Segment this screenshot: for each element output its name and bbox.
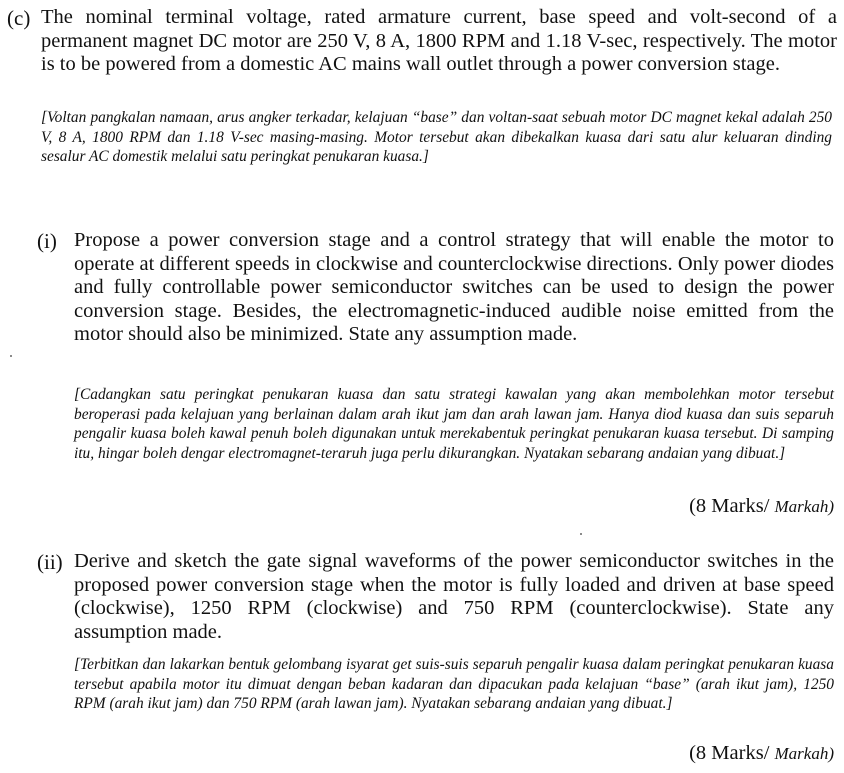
part-ii-marks-english: (8 Marks/ [689,742,770,764]
part-ii-malay-text: [Terbitkan dan lakarkan bentuk gelombang isyarat get suis-suis separuh pengalir kuasa dalam peringkat penukaran kuasa tersebut apabila motor itu dimuat dengan beban kadaran dan dipacukan pada kelajuan “base” (arah ikut jam), 1250 RPM (arah ikut jam) dan 750 RPM (arah lawan jam). Nyatakan sebarang andaian yang dibuat.] [74,656,834,713]
question-malay-text: [Voltan pangkalan namaan, arus angker terkadar, kelajuan “base” dan voltan-saat sebuah motor DC magnet kekal adalah 250 V, 8 A, 1800 RPM dan 1.18 V-sec masing-masing. Motor tersebut akan dibekalkan kuasa dari satu alur keluaran dinding sesalur AC domestik melalui satu peringkat penukaran kuasa.] [41,109,832,166]
part-ii-english-text: Derive and sketch the gate signal waveforms of the power semiconductor switches in the proposed power conversion stage when the motor is fully loaded and driven at base speed (clockwise), 1250 RPM (clockwise) and 750 RPM (counterclockwise). State any assumption made. [74,550,834,643]
scan-speck [10,355,12,357]
part-ii-marks-malay: Markah) [774,744,834,763]
part-i-marks-malay: Markah) [774,497,834,516]
part-i-marks-english: (8 Marks/ [689,495,770,517]
scan-speck [580,533,582,535]
part-i-label: (i) [37,229,57,253]
part-i-english-text: Propose a power conversion stage and a control strategy that will enable the motor to operate at different speeds in clockwise and counterclockwise directions. Only power diodes and fully controllable power semiconductor switches can be used to design the power conversion stage. Besides, the electromagnetic-induced audible noise emitted from the motor should also be minimized. State any assumption made. [74,229,834,346]
question-label: (c) [7,6,31,30]
part-i-marks [689,494,834,519]
part-i-malay-text: [Cadangkan satu peringkat penukaran kuasa dan satu strategi kawalan yang akan membolehkan motor tersebut beroperasi pada kelajuan yang berlainan dalam arah ikut jam dan arah lawan jam. Hanya diod kuasa dan suis separuh pengalir kuasa boleh kawal penuh boleh digunakan untuk merekabentuk peringkat penukaran kuasa tersebut. Di samping itu, hingar boleh dengar electromagnet-teraruh juga perlu dikurangkan. Nyatakan sebarang andaian yang dibuat.] [74,386,834,462]
part-ii-label: (ii) [37,550,63,574]
question-english-text: The nominal terminal voltage, rated armature current, base speed and volt-second of a permanent magnet DC motor are 250 V, 8 A, 1800 RPM and 1.18 V-sec, respectively. The motor is to be powered from a domestic AC mains wall outlet through a power conversion stage. [41,6,837,76]
part-ii-marks [689,741,834,766]
